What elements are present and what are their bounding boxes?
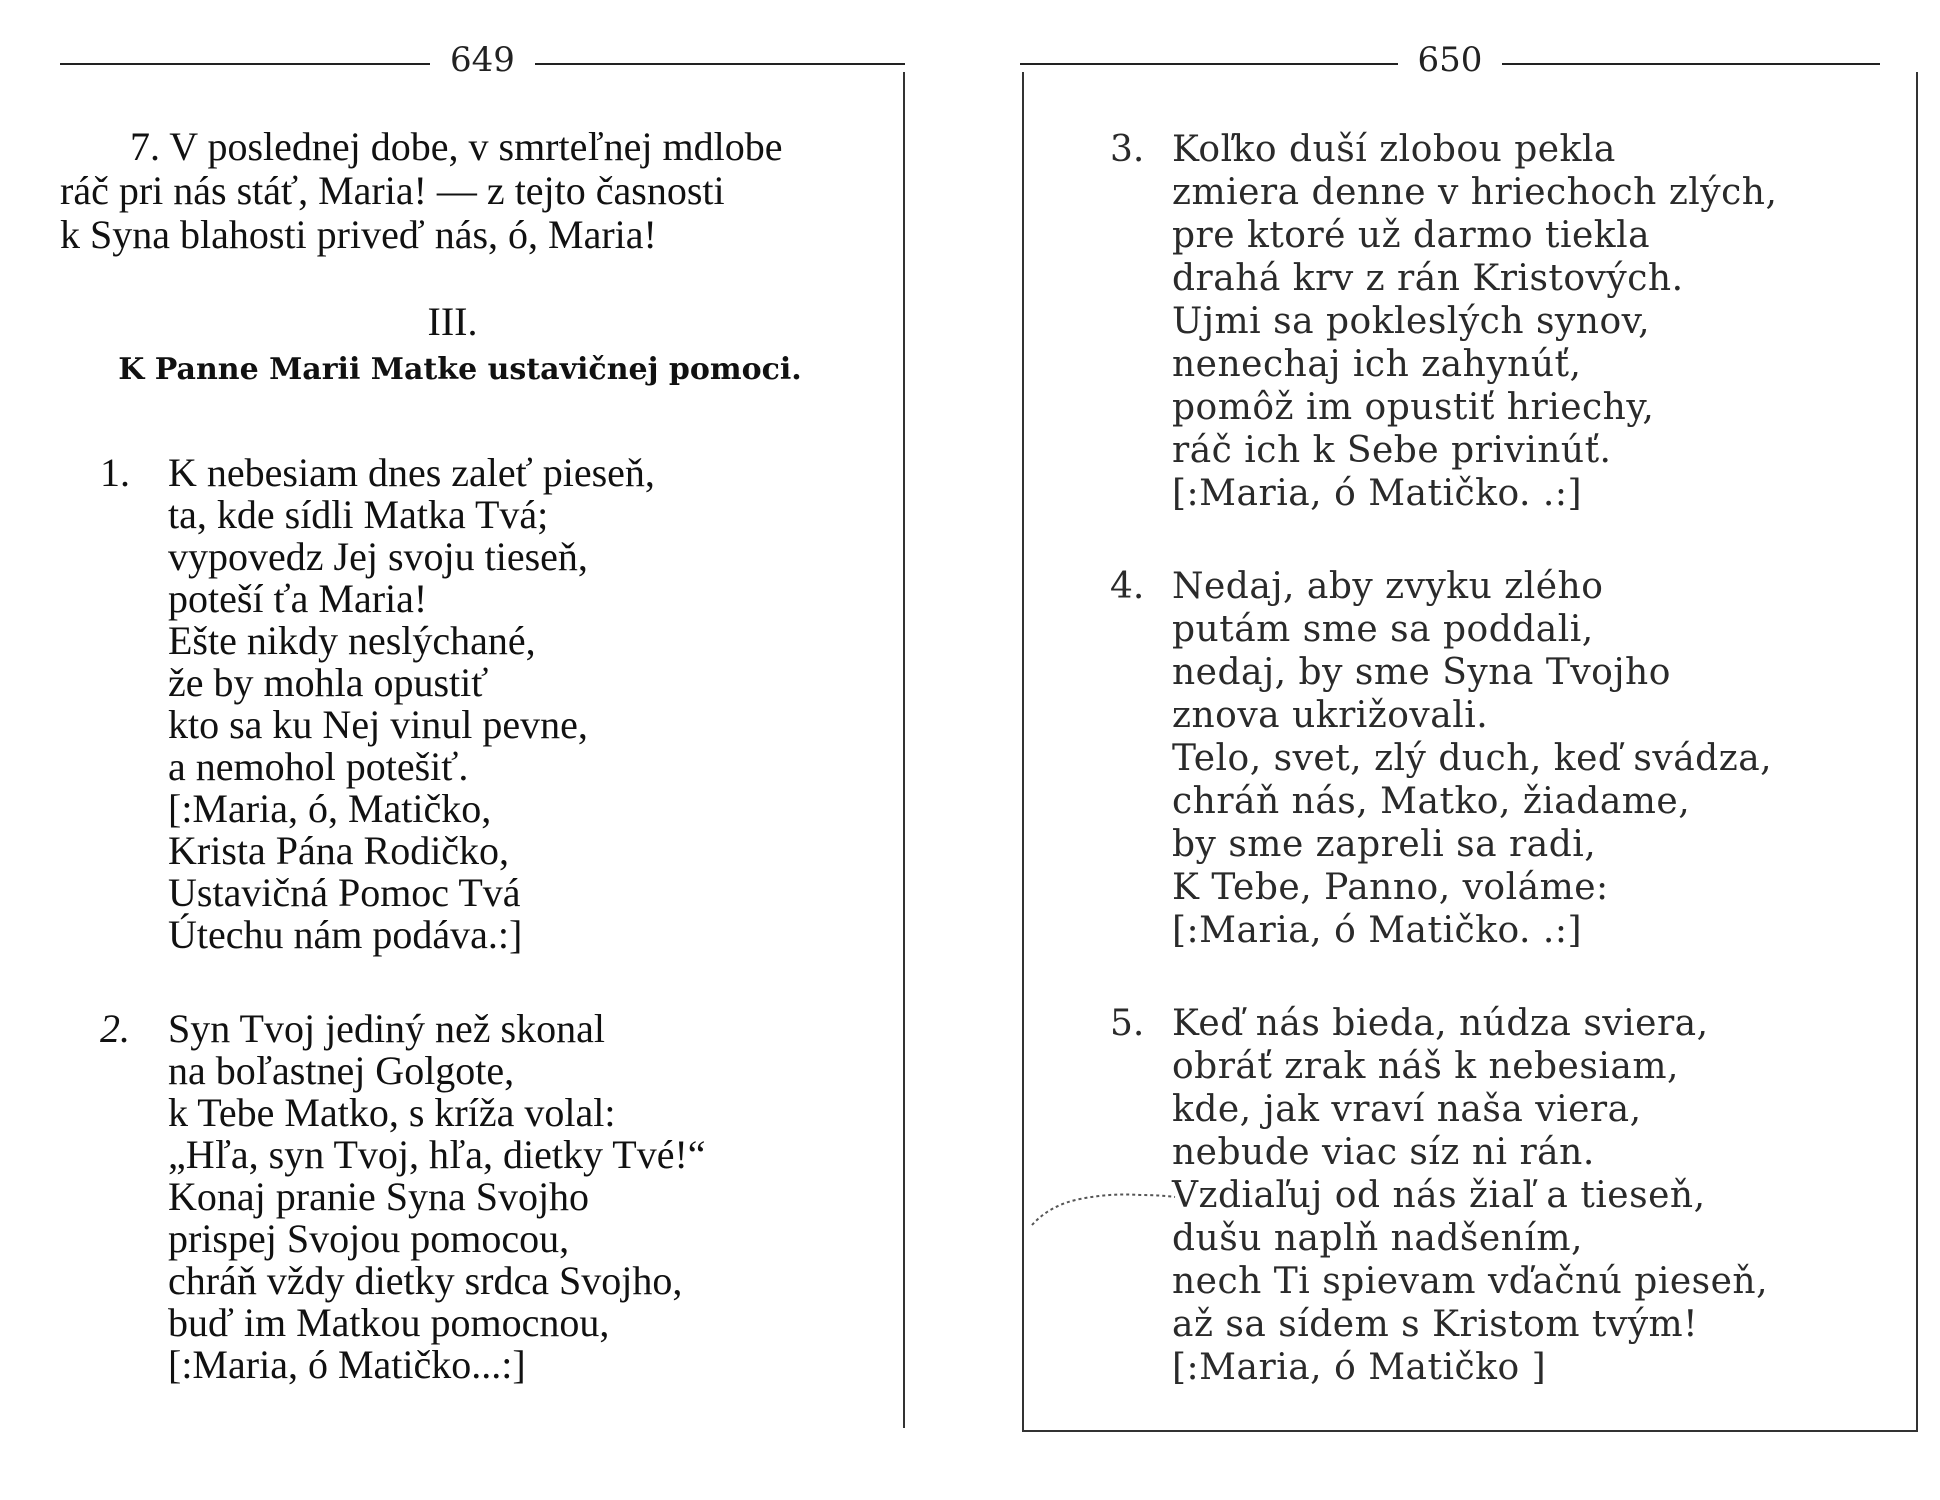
page-border-right <box>903 72 905 1428</box>
stanza-number: 4. <box>1110 566 1145 607</box>
stanza-lines <box>1172 1002 1768 1389</box>
verse-line: ta, kde sídli Matka Tvá; <box>168 492 549 537</box>
page-number: 650 <box>1417 40 1483 80</box>
verse-line: [:Maria, ó Matičko...:] <box>168 1342 526 1387</box>
verse-line: drahá krv z rán Kristových. <box>1172 258 1684 299</box>
verse-line: vypovedz Jej svoju tieseň, <box>168 534 588 579</box>
verse-line: buď im Matkou pomocnou, <box>168 1300 610 1345</box>
verse-line: Telo, svet, zlý duch, keď svádza, <box>1172 738 1773 779</box>
verse-line: [:Maria, ó Matičko. .:] <box>1172 910 1583 951</box>
stanza-number: 2. <box>100 1006 130 1051</box>
page-border-left <box>1022 72 1024 1432</box>
verse-line: chráň nás, Matko, žiadame, <box>1172 781 1691 822</box>
verse-line: až sa sídem s Kristom tvým! <box>1172 1304 1699 1345</box>
verse-line: prispej Svojou pomocou, <box>168 1216 570 1261</box>
verse-line: Nedaj, aby zvyku zlého <box>1172 566 1604 607</box>
left-page <box>0 0 960 1500</box>
header-rule <box>535 63 905 65</box>
verse-line: na boľastnej Golgote, <box>168 1048 515 1093</box>
verse-line: Útechu nám podáva.:] <box>168 912 523 957</box>
verse-line: k Syna blahosti priveď nás, ó, Maria! <box>60 212 657 257</box>
verse-line: zmiera denne v hriechoch zlých, <box>1172 172 1778 213</box>
verse-line: K nebesiam dnes zaleť pieseň, <box>168 450 655 495</box>
verse-line: Krista Pána Rodičko, <box>168 828 510 873</box>
verse-line: by sme zapreli sa radi, <box>1172 824 1597 865</box>
verse-line: poteší ťa Maria! <box>168 576 428 621</box>
ink-mark <box>1030 1185 1180 1235</box>
verse-line: pomôž im opustiť hriechy, <box>1172 387 1655 428</box>
verse-line: Koľko duší zlobou pekla <box>1172 129 1616 170</box>
header-rule <box>1020 63 1398 65</box>
page-border-bottom <box>1022 1430 1918 1432</box>
verse-line: [:Maria, ó, Matičko, <box>168 786 492 831</box>
verse-line: nebude viac síz ni rán. <box>1172 1132 1595 1173</box>
verse-line: Syn Tvoj jediný než skonal <box>168 1006 605 1051</box>
stanza-lines <box>1172 128 1777 515</box>
verse-line: K Tebe, Panno, voláme: <box>1172 867 1609 908</box>
verse-line: Vzdiaľuj od nás žiaľ a tieseň, <box>1172 1175 1706 1216</box>
verse-line: [:Maria, ó Matičko ] <box>1172 1347 1547 1388</box>
stanza-lines <box>168 1008 706 1386</box>
stanza-lines <box>168 452 655 956</box>
verse-line: kto sa ku Nej vinul pevne, <box>168 702 588 747</box>
verse-line: Ujmi sa pokleslých synov, <box>1172 301 1651 342</box>
verse-line: Konaj pranie Syna Svojho <box>168 1174 590 1219</box>
verse-line: Ustavičná Pomoc Tvá <box>168 870 521 915</box>
verse-line: znova ukrižovali. <box>1172 695 1489 736</box>
verse-line: Keď nás bieda, núdza sviera, <box>1172 1003 1709 1044</box>
verse-line: [:Maria, ó Matičko. .:] <box>1172 473 1583 514</box>
verse-line: putám sme sa poddali, <box>1172 609 1594 650</box>
verse-line: nech Ti spievam vďačnú pieseň, <box>1172 1261 1769 1302</box>
stanza-lines <box>1172 565 1772 952</box>
verse-line: nedaj, by sme Syna Tvojho <box>1172 652 1671 693</box>
verse-line: obráť zrak náš k nebesiam, <box>1172 1046 1679 1087</box>
verse-line: pre ktoré už darmo tiekla <box>1172 215 1651 256</box>
page-border-right <box>1916 72 1918 1432</box>
verse-line: „Hľa, syn Tvoj, hľa, dietky Tvé!“ <box>168 1132 706 1177</box>
verse-line: a nemohol potešiť. <box>168 744 469 789</box>
page-header-right <box>1020 40 1880 80</box>
verse-line: dušu naplň nadšením, <box>1172 1218 1583 1259</box>
stanza-number: 3. <box>1110 129 1145 170</box>
verse-line: 7. V poslednej dobe, v smrteľnej mdlobe <box>130 124 783 169</box>
header-rule <box>1502 63 1880 65</box>
verse-line: ráč pri nás stáť, Maria! — z tejto časnosti <box>60 168 725 213</box>
verse-line: ráč ich k Sebe privinúť. <box>1172 430 1612 471</box>
verse-line: že by mohla opustiť <box>168 660 489 705</box>
stanza-7 <box>60 125 782 257</box>
page-header-left <box>60 40 905 80</box>
stanza-number: 1. <box>100 450 130 495</box>
verse-line: chráň vždy dietky srdca Svojho, <box>168 1258 683 1303</box>
verse-line: k Tebe Matko, s kríža volal: <box>168 1090 616 1135</box>
verse-line: Ešte nikdy neslýchané, <box>168 618 536 663</box>
verse-line: nenechaj ich zahynúť, <box>1172 344 1582 385</box>
section-title: K Panne Marii Matke ustavičnej pomoci. <box>118 352 802 387</box>
verse-line: kde, jak vraví naša viera, <box>1172 1089 1642 1130</box>
stanza-number: 5. <box>1110 1003 1145 1044</box>
header-rule <box>60 63 430 65</box>
section-number: III. <box>427 299 478 344</box>
page-number: 649 <box>450 40 515 80</box>
